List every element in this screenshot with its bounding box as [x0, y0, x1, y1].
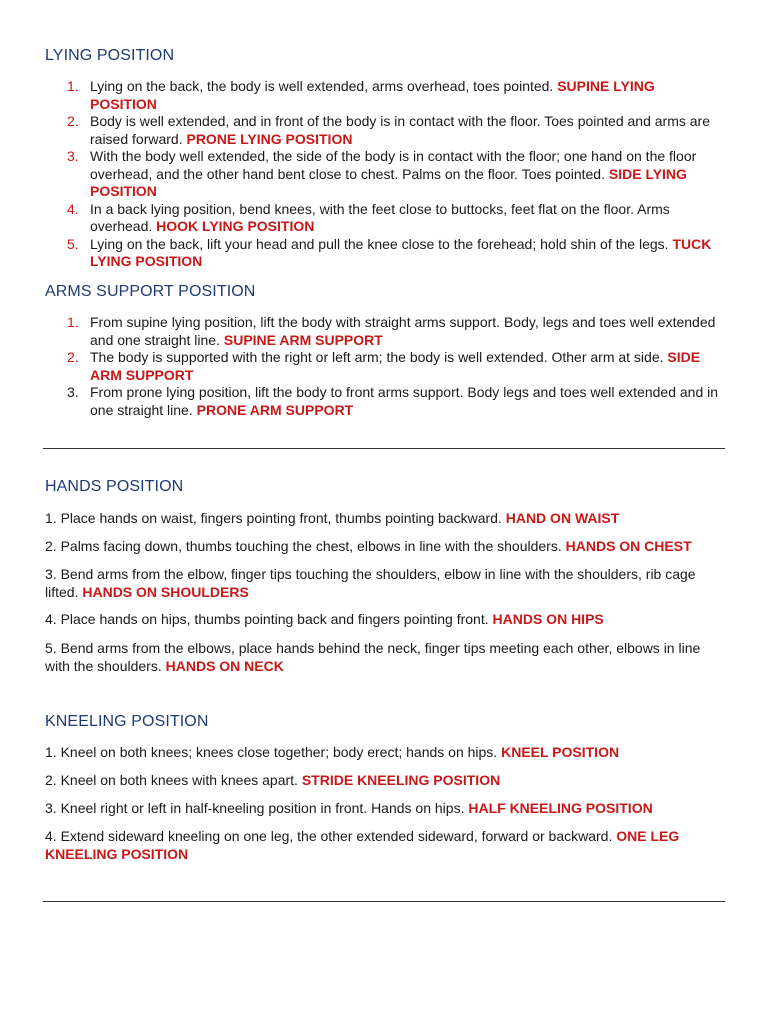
- position-label: HANDS ON HIPS: [492, 611, 604, 627]
- item-text: 5. Bend arms from the elbows, place hands behind the neck, finger tips meeting each other, elbows in line with the shoulders.: [45, 640, 701, 674]
- item-number: 1.: [67, 78, 79, 94]
- position-label: STRIDE KNEELING POSITION: [301, 772, 501, 788]
- list-item: [45, 113, 725, 148]
- kneeling-item: [45, 772, 725, 790]
- position-label: SIDE LYING POSITION: [90, 165, 687, 199]
- item-text: The body is supported with the right or left arm; the body is well extended. Other arm at side.: [90, 349, 668, 365]
- hands-item: [45, 640, 725, 675]
- list-item: [45, 314, 725, 349]
- position-label: HANDS ON SHOULDERS: [82, 583, 249, 600]
- item-text: 1. Kneel on both knees; knees close together; body erect; hands on hips.: [45, 744, 502, 760]
- position-label: TUCK LYING POSITION: [90, 235, 712, 269]
- item-text: 1. Place hands on waist, fingers pointing front, thumbs pointing backward.: [45, 510, 506, 526]
- lying-position-list: [45, 78, 725, 271]
- position-label: HOOK LYING POSITION: [156, 218, 315, 234]
- kneeling-item: [45, 800, 725, 818]
- list-item: [45, 78, 725, 113]
- list-item: [45, 384, 725, 419]
- item-number: 3.: [67, 384, 79, 400]
- hands-item: [45, 538, 725, 556]
- position-label: KNEEL POSITION: [501, 744, 620, 760]
- list-item: [45, 236, 725, 271]
- section-divider: [43, 448, 725, 449]
- item-number: 3.: [67, 148, 79, 164]
- position-label: HALF KNEELING POSITION: [468, 800, 653, 816]
- kneeling-item: [45, 744, 725, 762]
- hands-item: [45, 510, 725, 528]
- position-label: PRONE LYING POSITION: [186, 130, 353, 147]
- kneeling-position-heading: KNEELING POSITION: [45, 713, 209, 730]
- arms-support-heading: ARMS SUPPORT POSITION: [45, 283, 256, 300]
- position-label: HANDS ON CHEST: [565, 538, 692, 554]
- item-number: 2.: [67, 113, 79, 129]
- item-text: In a back lying position, bend knees, with the feet close to buttocks, feet flat on the floor. Arms overhead.: [90, 200, 670, 234]
- list-item: [45, 201, 725, 236]
- item-text: 2. Kneel on both knees with knees apart.: [45, 772, 302, 788]
- position-label: SIDE ARM SUPPORT: [90, 349, 701, 383]
- position-label: PRONE ARM SUPPORT: [196, 401, 354, 418]
- position-label: SUPINE ARM SUPPORT: [223, 331, 383, 348]
- item-number: 2.: [67, 349, 79, 365]
- item-text: 2. Palms facing down, thumbs touching the chest, elbows in line with the shoulders.: [45, 538, 566, 554]
- item-text: 4. Place hands on hips, thumbs pointing back and fingers pointing front.: [45, 611, 493, 627]
- position-label: ONE LEG KNEELING POSITION: [45, 828, 680, 862]
- item-text: Lying on the back, the body is well extended, arms overhead, toes pointed.: [90, 78, 558, 94]
- position-label: HANDS ON NECK: [165, 657, 284, 674]
- item-number: 4.: [67, 200, 79, 217]
- position-label: HAND ON WAIST: [505, 510, 620, 526]
- item-text: 4. Extend sideward kneeling on one leg, the other extended sideward, forward or backward.: [45, 828, 617, 844]
- position-label: SUPINE LYING POSITION: [90, 78, 655, 112]
- item-text: From supine lying position, lift the body with straight arms support. Body, legs and toes well extended and one straight line.: [90, 314, 716, 348]
- item-text: 3. Kneel right or left in half-kneeling position in front. Hands on hips.: [45, 800, 469, 816]
- item-text: 3. Bend arms from the elbow, finger tips touching the shoulders, elbow in line with the shoulders, rib cage lifted.: [45, 566, 696, 600]
- item-number: 5.: [67, 235, 79, 252]
- section-divider: [43, 901, 725, 902]
- item-number: 1.: [67, 314, 79, 330]
- hands-position-heading: HANDS POSITION: [45, 478, 184, 495]
- arms-support-list: [45, 314, 725, 419]
- kneeling-item: [45, 828, 725, 863]
- hands-item: [45, 566, 725, 601]
- item-text: With the body well extended, the side of the body is in contact with the floor; one hand on the floor overhead, and the other hand bent close to chest. Palms on the floor. Toes pointed.: [90, 148, 697, 182]
- hands-item: [45, 611, 725, 629]
- list-item: [45, 349, 725, 384]
- lying-position-heading: LYING POSITION: [45, 47, 175, 64]
- item-text: Lying on the back, lift your head and pull the knee close to the forehead; hold shin of the legs.: [90, 235, 673, 252]
- item-text: From prone lying position, lift the body to front arms support. Body legs and toes well extended and in one straight line.: [90, 384, 719, 418]
- item-text: Body is well extended, and in front of the body is in contact with the floor. Toes pointed and arms are raised forward.: [90, 113, 710, 147]
- list-item: [45, 148, 725, 201]
